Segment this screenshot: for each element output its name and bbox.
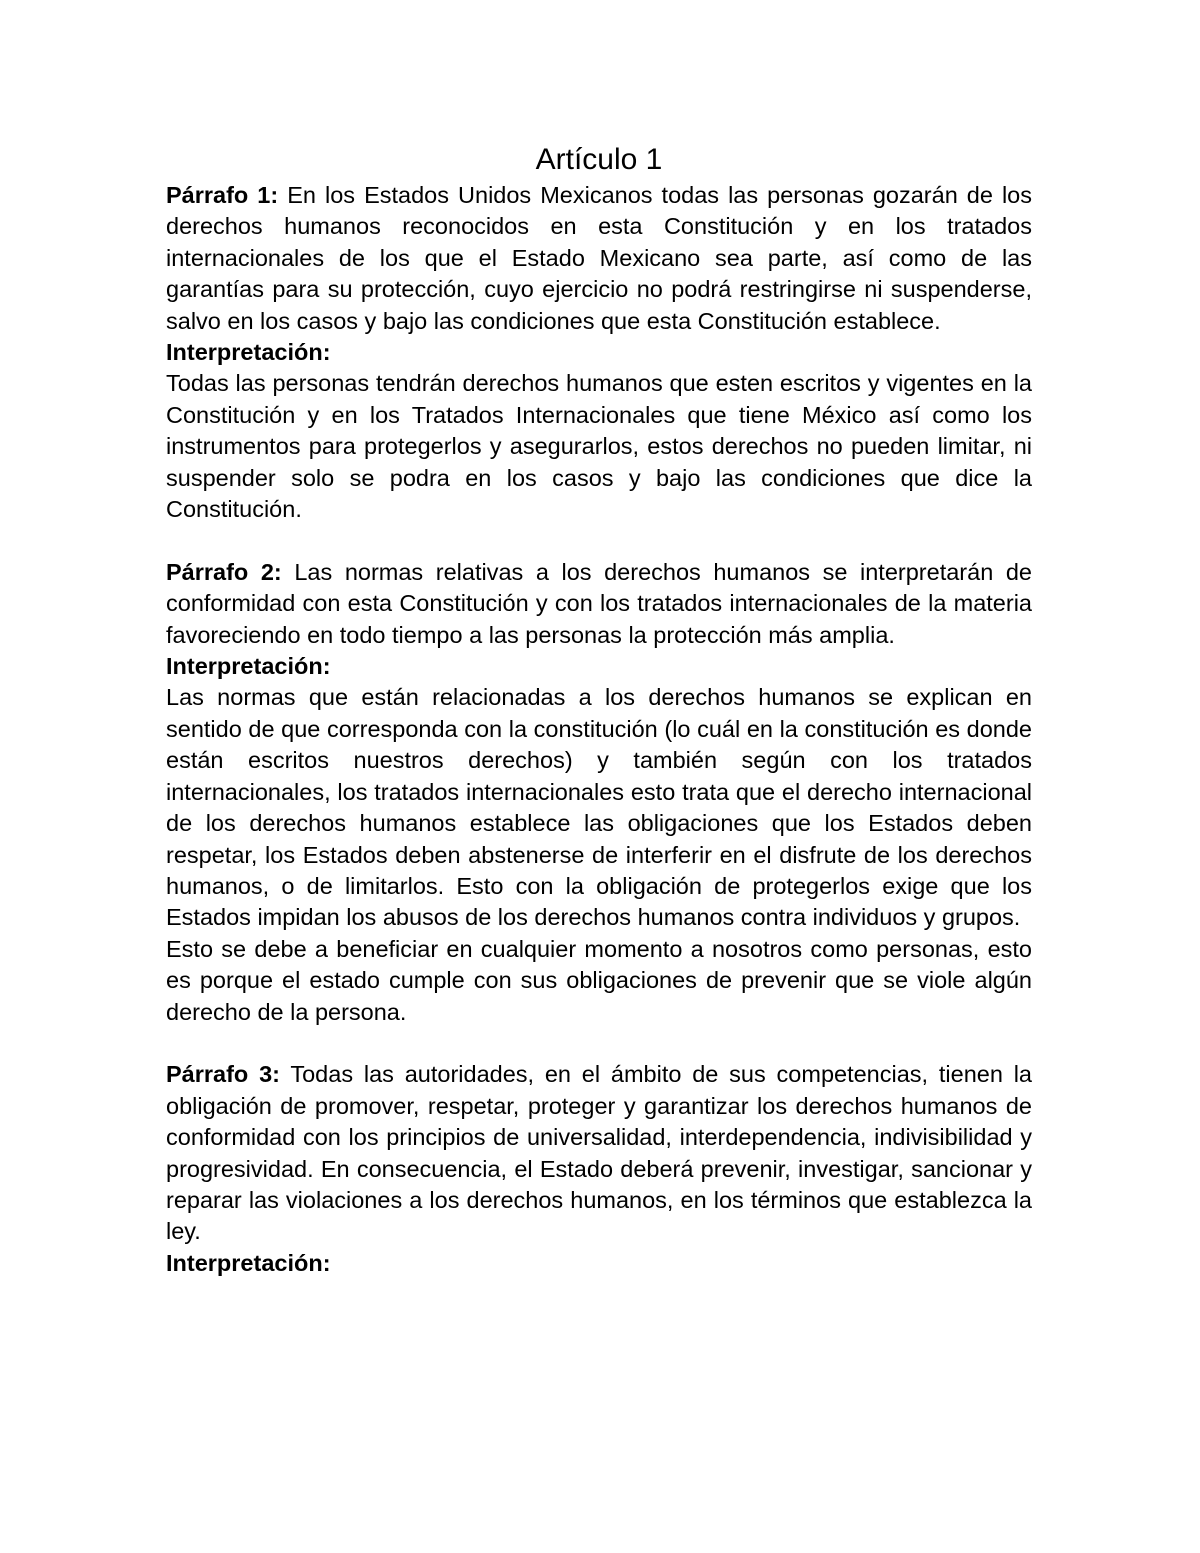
interpretation-3-label: Interpretación: [166, 1249, 331, 1276]
paragraph-1-label: Párrafo 1: [166, 182, 279, 208]
interpretation-2-text-continued: Esto se debe a beneficiar en cualquier momento a nosotros como personas, esto es porque el estado cumple con sus obligaciones de prevenir que se viole algún derecho de la persona. [166, 935, 1032, 1025]
paragraph-1 [166, 180, 1032, 337]
interpretation-2-text: Las normas que están relacionadas a los derechos humanos se explican en sentido de que corresponda con la constitución (lo cuál en la constitución es donde están escritos nuestros derechos) y también según con los tratados internacionales, los tratados internacionales esto trata que el derecho internacional de los derechos humanos establece las obligaciones que los Estados deben respetar, los Estados deben abstenerse de interferir en el disfrute de los derechos humanos, o de limitarlos. Esto con la obligación de protegerlos exige que los Estados impidan los abusos de los derechos humanos contra individuos y grupos. [166, 684, 1032, 931]
document-page [166, 140, 1032, 1279]
paragraph-3-label: Párrafo 3: [166, 1061, 280, 1088]
paragraph-spacer [166, 1028, 1032, 1059]
paragraph-spacer [166, 525, 1032, 556]
paragraph-1-text: En los Estados Unidos Mexicanos todas las personas gozarán de los derechos humanos reconocidos en esta Constitución y en los tratados internacionales de los que el Estado Mexicano sea parte, así como de las garantías para su protección, cuyo ejercicio no podrá restringirse ni suspenderse, salvo en los casos y bajo las condiciones que esta Constitución establece. [166, 182, 1033, 334]
page-title: Artículo 1 [535, 143, 663, 176]
interpretation-2-label: Interpretación: [166, 653, 331, 680]
paragraph-2-text: Las normas relativas a los derechos humanos se interpretarán de conformidad con esta Constitución y con los tratados internacionales de la materia favoreciendo en todo tiempo a las personas la protección más amplia. [166, 558, 1032, 648]
paragraph-3-text: Todas las autoridades, en el ámbito de sus competencias, tienen la obligación de promover, respetar, proteger y garantizar los derechos humanos de conformidad con los principios de universalidad, interdependencia, indivisibilidad y progresividad. En consecuencia, el Estado deberá prevenir, investigar, sancionar y reparar las violaciones a los derechos humanos, en los términos que establezca la ley. [166, 1061, 1032, 1245]
paragraph-2 [166, 557, 1032, 651]
interpretation-1-text: Todas las personas tendrán derechos humanos que esten escritos y vigentes en la Constitución y en los Tratados Internacionales que tiene México así como los instrumentos para protegerlos y asegurarlos, estos derechos no pueden limitar, ni suspender solo se podra en los casos y bajo las condiciones que dice la Constitución. [166, 370, 1032, 523]
interpretation-1-label: Interpretación: [166, 339, 331, 366]
paragraph-3 [166, 1059, 1032, 1247]
paragraph-2-label: Párrafo 2: [166, 558, 282, 585]
